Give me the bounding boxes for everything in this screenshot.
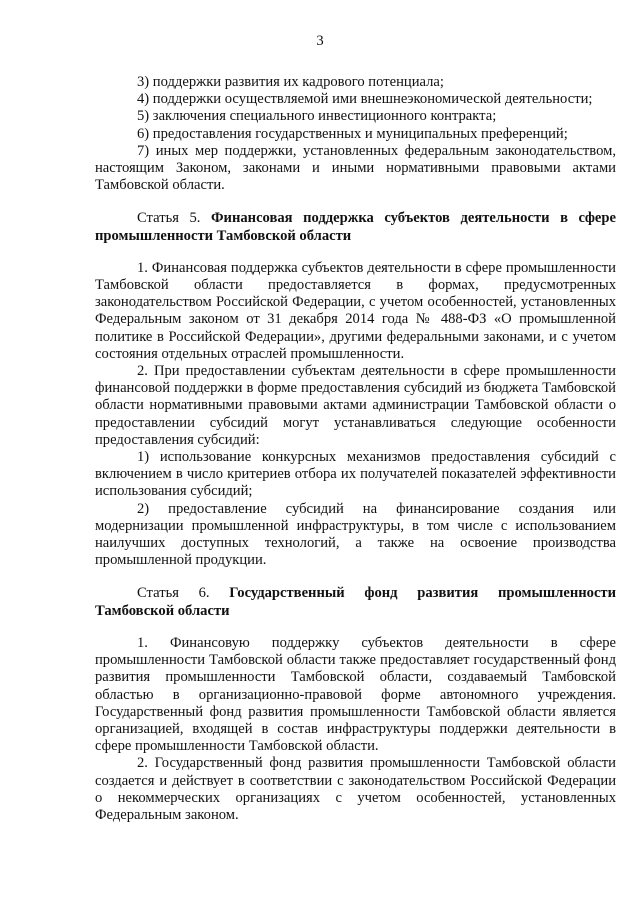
document-body [95,74,616,824]
article-6-prefix: Статья 6. [137,585,230,602]
article-5-paragraph: 1) использование конкурсных механизмов предоставления субсидий с включением в число критериев отбора их получателей показателей эффективности использования субсидий; [95,449,616,500]
article-5-title: Финансовая поддержка субъектов деятельности в сфере промышленности Тамбовской области [95,210,616,244]
list-item: 4) поддержки осуществляемой ими внешнеэкономической деятельности; [137,91,593,108]
article-5-prefix: Статья 5. [137,210,212,227]
list-item: 6) предоставления государственных и муниципальных преференций; [137,125,568,142]
article-5-paragraph: 2) предоставление субсидий на финансирование создания или модернизации промышленной инфраструктуры, в том числе с использованием наилучших доступных технологий, а также на освоение производства промышленной продукции. [95,500,616,569]
article-6-paragraph: 1. Финансовую поддержку субъектов деятельности в сфере промышленности Тамбовской области также предоставляет государственный фонд развития промышленности Тамбовской области, создаваемый Тамбовской областью в организационно-правовой форме автономного учреждения. Государственный фонд развития промышленности Тамбовской области является организацией, входящей в состав инфраструктуры поддержки деятельности в сфере промышленности Тамбовской области. [95,634,616,755]
article-6-paragraph: 2. Государственный фонд развития промышленности Тамбовской области создается и действует в соответствии с законодательством Российской Федерации о некоммерческих организациях с учетом особенностей, установленных Федеральным законом. [95,755,616,823]
page-number: 3 [316,33,324,49]
article-5-paragraph: 2. При предоставлении субъектам деятельности в сфере промышленности финансовой поддержки в форме предоставления субсидий из бюджета Тамбовской области нормативными правовыми актами администрации Тамбовской области о предоставлении субсидий могут устанавливаться следующие особенности предоставления субсидий: [95,363,616,448]
list-item: 7) иных мер поддержки, установленных федеральным законодательством, настоящим Законом, законами и иными нормативными правовыми актами Тамбовской области. [95,142,616,194]
article-5-heading [95,210,616,244]
article-5-paragraph: 1. Финансовая поддержка субъектов деятельности в сфере промышленности Тамбовской области предоставляется в формах, предусмотренных законодательством Российской Федерации, с учетом особенностей, установленных Федеральным законом от 31 декабря 2014 года № 488-ФЗ «О промышленной политике в Российской Федерации», другими федеральными законами, и с учетом состояния отдельных отраслей промышленности. [95,259,616,362]
article-6-heading [95,585,616,619]
article-6-title: Государственный фонд развития промышленности Тамбовской области [95,585,616,619]
list-item: 5) заключения специального инвестиционного контракта; [137,108,497,125]
list-item: 3) поддержки развития их кадрового потенциала; [137,74,444,90]
